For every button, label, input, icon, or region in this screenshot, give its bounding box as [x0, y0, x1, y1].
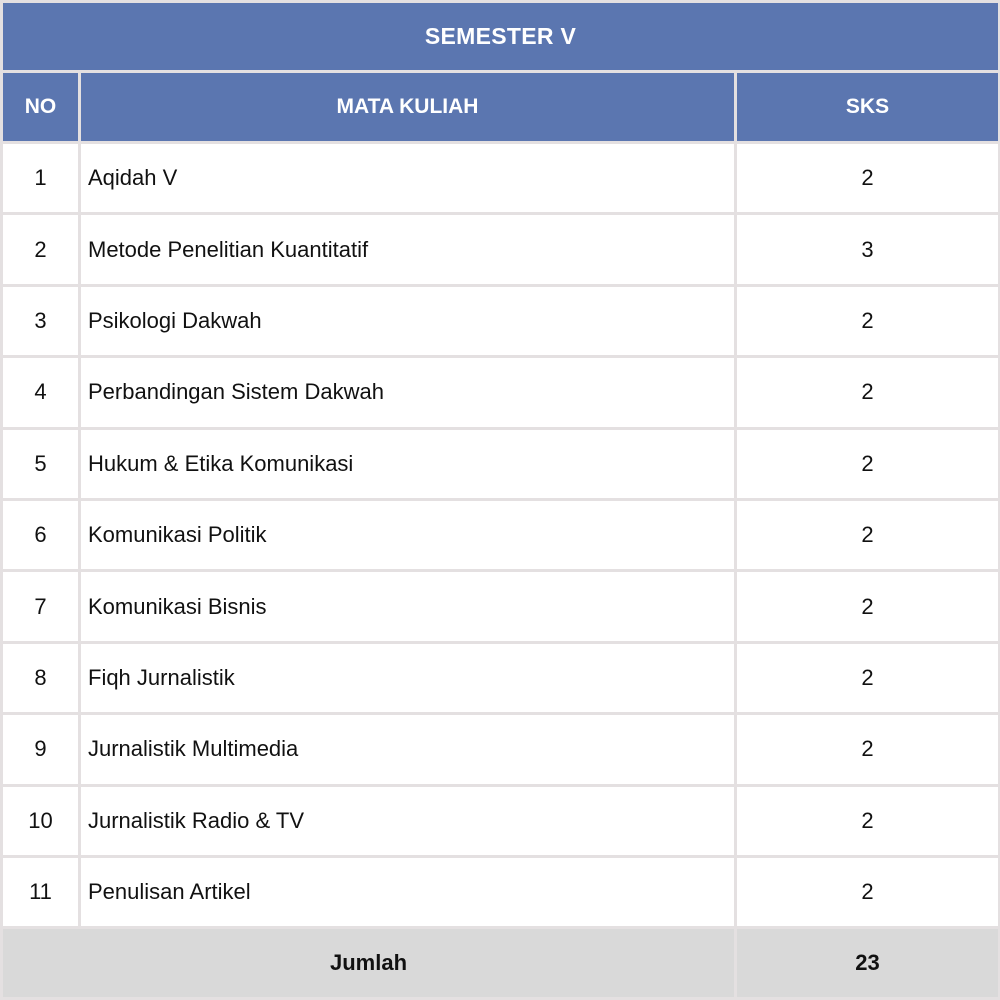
course-credits: 2: [736, 714, 1000, 785]
row-number: 7: [2, 571, 80, 642]
table-row: [2, 499, 1000, 570]
course-name: Metode Penelitian Kuantitatif: [80, 214, 736, 285]
total-label: Jumlah: [2, 928, 736, 999]
column-header-row: [2, 72, 1000, 143]
course-name: Jurnalistik Radio & TV: [80, 785, 736, 856]
course-name: Perbandingan Sistem Dakwah: [80, 357, 736, 428]
row-number: 4: [2, 357, 80, 428]
semester-title-row: [2, 2, 1000, 72]
course-name: Komunikasi Bisnis: [80, 571, 736, 642]
course-name: Penulisan Artikel: [80, 856, 736, 927]
table-row: [2, 571, 1000, 642]
row-number: 2: [2, 214, 80, 285]
table-row: [2, 285, 1000, 356]
semester-title: SEMESTER V: [2, 2, 1000, 72]
course-credits: 2: [736, 143, 1000, 214]
table-row: [2, 357, 1000, 428]
course-credits: 3: [736, 214, 1000, 285]
course-name: Aqidah V: [80, 143, 736, 214]
course-credits: 2: [736, 285, 1000, 356]
table-row: [2, 143, 1000, 214]
row-number: 5: [2, 428, 80, 499]
course-name: Komunikasi Politik: [80, 499, 736, 570]
course-credits: 2: [736, 357, 1000, 428]
course-credits: 2: [736, 571, 1000, 642]
row-number: 9: [2, 714, 80, 785]
header-credits: SKS: [736, 72, 1000, 143]
row-number: 10: [2, 785, 80, 856]
header-course: MATA KULIAH: [80, 72, 736, 143]
table-row: [2, 714, 1000, 785]
course-credits: 2: [736, 428, 1000, 499]
table-row: [2, 785, 1000, 856]
row-number: 3: [2, 285, 80, 356]
course-credits: 2: [736, 856, 1000, 927]
course-name: Fiqh Jurnalistik: [80, 642, 736, 713]
total-value: 23: [736, 928, 1000, 999]
table-row: [2, 428, 1000, 499]
course-name: Jurnalistik Multimedia: [80, 714, 736, 785]
row-number: 11: [2, 856, 80, 927]
course-credits: 2: [736, 642, 1000, 713]
table-row: [2, 214, 1000, 285]
row-number: 8: [2, 642, 80, 713]
course-name: Psikologi Dakwah: [80, 285, 736, 356]
table-row: [2, 856, 1000, 927]
row-number: 6: [2, 499, 80, 570]
row-number: 1: [2, 143, 80, 214]
table-row: [2, 642, 1000, 713]
course-credits: 2: [736, 785, 1000, 856]
total-row: [2, 928, 1000, 999]
course-name: Hukum & Etika Komunikasi: [80, 428, 736, 499]
header-no: NO: [2, 72, 80, 143]
course-credits: 2: [736, 499, 1000, 570]
